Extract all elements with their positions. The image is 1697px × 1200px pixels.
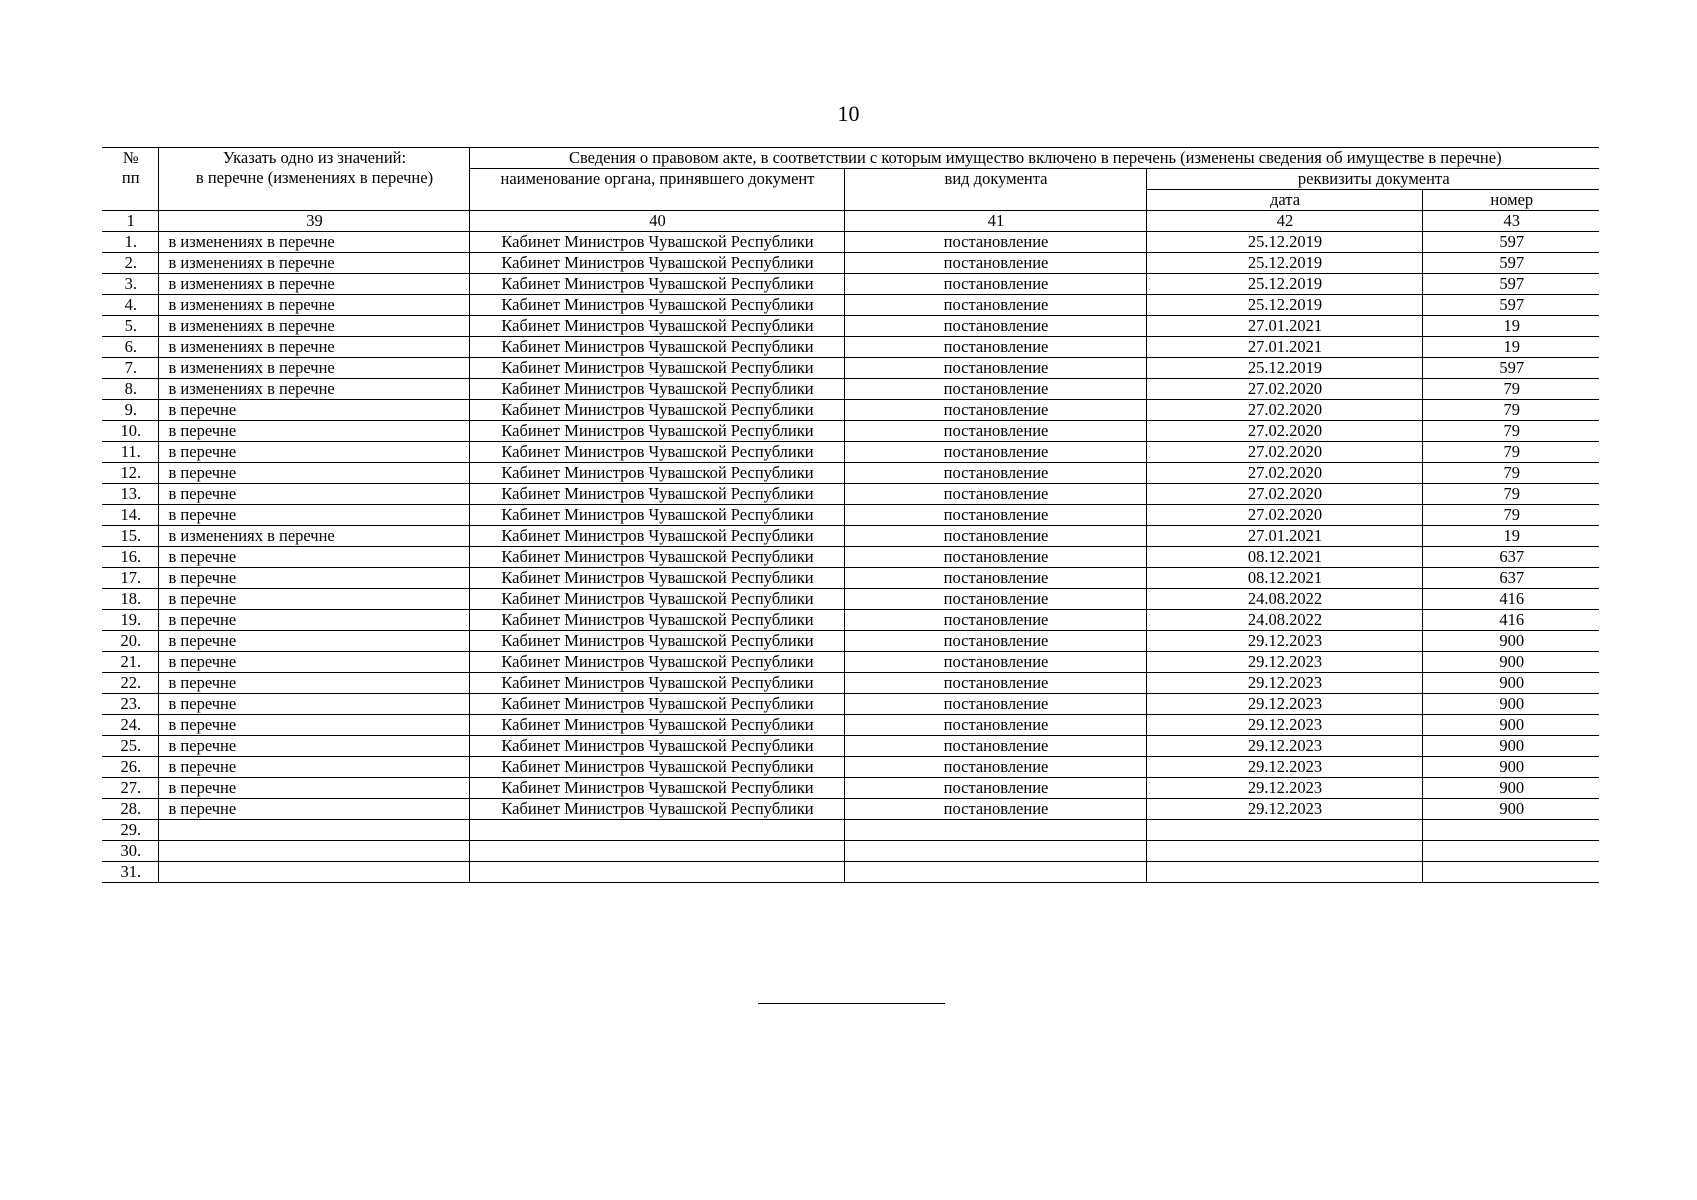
cell-value: в перечне — [158, 505, 469, 526]
cell-value: в перечне — [158, 652, 469, 673]
cell-number: 19 — [1422, 526, 1599, 547]
cell-value — [158, 820, 469, 841]
cell-date: 25.12.2019 — [1146, 232, 1422, 253]
table-row — [102, 316, 1599, 337]
header-number: номер — [1422, 190, 1599, 211]
column-index-cell: 43 — [1422, 211, 1599, 232]
cell-value: в перечне — [158, 589, 469, 610]
cell-number: 900 — [1422, 694, 1599, 715]
cell-date: 27.02.2020 — [1146, 463, 1422, 484]
row-number: 14. — [102, 505, 158, 526]
cell-date: 27.02.2020 — [1146, 442, 1422, 463]
table-row — [102, 421, 1599, 442]
cell-authority: Кабинет Министров Чувашской Республики — [469, 379, 844, 400]
cell-date — [1146, 820, 1422, 841]
table-row — [102, 568, 1599, 589]
cell-doc-type: постановление — [844, 421, 1146, 442]
cell-date: 27.01.2021 — [1146, 526, 1422, 547]
cell-number: 416 — [1422, 610, 1599, 631]
column-index-cell: 40 — [469, 211, 844, 232]
cell-date: 24.08.2022 — [1146, 610, 1422, 631]
cell-value: в перечне — [158, 799, 469, 820]
cell-number: 416 — [1422, 589, 1599, 610]
cell-doc-type: постановление — [844, 358, 1146, 379]
footer-divider — [758, 1003, 945, 1004]
cell-value: в перечне — [158, 400, 469, 421]
header-num-line1: № — [122, 148, 139, 167]
cell-authority: Кабинет Министров Чувашской Республики — [469, 568, 844, 589]
table-row — [102, 337, 1599, 358]
cell-number: 900 — [1422, 673, 1599, 694]
row-number: 8. — [102, 379, 158, 400]
cell-date: 27.01.2021 — [1146, 316, 1422, 337]
row-number: 13. — [102, 484, 158, 505]
row-number: 2. — [102, 253, 158, 274]
table-row — [102, 820, 1599, 841]
cell-authority: Кабинет Министров Чувашской Республики — [469, 232, 844, 253]
cell-number — [1422, 820, 1599, 841]
cell-number: 900 — [1422, 799, 1599, 820]
cell-date: 08.12.2021 — [1146, 547, 1422, 568]
cell-date: 25.12.2019 — [1146, 253, 1422, 274]
cell-number — [1422, 862, 1599, 883]
table-row — [102, 505, 1599, 526]
cell-number: 900 — [1422, 757, 1599, 778]
cell-date: 08.12.2021 — [1146, 568, 1422, 589]
cell-doc-type: постановление — [844, 316, 1146, 337]
table-row — [102, 799, 1599, 820]
cell-date: 27.01.2021 — [1146, 337, 1422, 358]
cell-date: 29.12.2023 — [1146, 778, 1422, 799]
cell-authority: Кабинет Министров Чувашской Республики — [469, 253, 844, 274]
table-row — [102, 463, 1599, 484]
table-row — [102, 379, 1599, 400]
table-row — [102, 757, 1599, 778]
column-index-cell: 1 — [102, 211, 158, 232]
cell-doc-type: постановление — [844, 253, 1146, 274]
cell-doc-type: постановление — [844, 799, 1146, 820]
header-indicate — [158, 148, 469, 211]
table-row — [102, 484, 1599, 505]
cell-value: в перечне — [158, 421, 469, 442]
cell-doc-type: постановление — [844, 337, 1146, 358]
cell-authority: Кабинет Министров Чувашской Республики — [469, 463, 844, 484]
table-row — [102, 652, 1599, 673]
cell-authority: Кабинет Министров Чувашской Республики — [469, 400, 844, 421]
cell-date: 29.12.2023 — [1146, 736, 1422, 757]
cell-date: 27.02.2020 — [1146, 505, 1422, 526]
table-row — [102, 736, 1599, 757]
cell-authority: Кабинет Министров Чувашской Республики — [469, 631, 844, 652]
header-authority: наименование органа, принявшего документ — [469, 169, 844, 211]
table-row — [102, 253, 1599, 274]
cell-value: в изменениях в перечне — [158, 274, 469, 295]
header-requisites: реквизиты документа — [1146, 169, 1599, 190]
cell-value: в перечне — [158, 694, 469, 715]
cell-doc-type: постановление — [844, 652, 1146, 673]
cell-doc-type: постановление — [844, 589, 1146, 610]
cell-authority — [469, 820, 844, 841]
cell-doc-type: постановление — [844, 610, 1146, 631]
row-number: 18. — [102, 589, 158, 610]
row-number: 12. — [102, 463, 158, 484]
cell-authority: Кабинет Министров Чувашской Республики — [469, 673, 844, 694]
column-index-cell: 42 — [1146, 211, 1422, 232]
cell-number: 19 — [1422, 337, 1599, 358]
cell-value: в изменениях в перечне — [158, 379, 469, 400]
row-number: 10. — [102, 421, 158, 442]
cell-date: 29.12.2023 — [1146, 673, 1422, 694]
cell-doc-type: постановление — [844, 505, 1146, 526]
row-number: 19. — [102, 610, 158, 631]
cell-authority: Кабинет Министров Чувашской Республики — [469, 337, 844, 358]
row-number: 23. — [102, 694, 158, 715]
cell-value: в перечне — [158, 715, 469, 736]
row-number: 24. — [102, 715, 158, 736]
header-num — [102, 148, 158, 211]
cell-doc-type: постановление — [844, 736, 1146, 757]
cell-doc-type: постановление — [844, 379, 1146, 400]
table-row — [102, 631, 1599, 652]
cell-number: 637 — [1422, 547, 1599, 568]
cell-value: в изменениях в перечне — [158, 253, 469, 274]
cell-value: в перечне — [158, 610, 469, 631]
cell-number: 900 — [1422, 715, 1599, 736]
row-number: 3. — [102, 274, 158, 295]
cell-value: в перечне — [158, 568, 469, 589]
cell-doc-type — [844, 820, 1146, 841]
cell-value: в изменениях в перечне — [158, 316, 469, 337]
cell-authority: Кабинет Министров Чувашской Республики — [469, 358, 844, 379]
row-number: 9. — [102, 400, 158, 421]
table-row — [102, 232, 1599, 253]
cell-date: 29.12.2023 — [1146, 799, 1422, 820]
cell-doc-type: постановление — [844, 400, 1146, 421]
table-row — [102, 526, 1599, 547]
row-number: 7. — [102, 358, 158, 379]
cell-authority: Кабинет Министров Чувашской Республики — [469, 778, 844, 799]
cell-doc-type — [844, 862, 1146, 883]
row-number: 6. — [102, 337, 158, 358]
cell-doc-type: постановление — [844, 274, 1146, 295]
cell-authority: Кабинет Министров Чувашской Республики — [469, 547, 844, 568]
row-number: 26. — [102, 757, 158, 778]
cell-value: в изменениях в перечне — [158, 358, 469, 379]
header-num-line2: пп — [121, 168, 140, 187]
cell-doc-type: постановление — [844, 526, 1146, 547]
table-row — [102, 547, 1599, 568]
cell-date: 27.02.2020 — [1146, 379, 1422, 400]
cell-number: 900 — [1422, 736, 1599, 757]
cell-doc-type: постановление — [844, 232, 1146, 253]
row-number: 22. — [102, 673, 158, 694]
cell-number: 597 — [1422, 295, 1599, 316]
cell-value: в перечне — [158, 442, 469, 463]
table-row — [102, 358, 1599, 379]
row-number: 17. — [102, 568, 158, 589]
cell-value — [158, 841, 469, 862]
row-number: 4. — [102, 295, 158, 316]
page-number: 10 — [837, 101, 860, 126]
row-number: 27. — [102, 778, 158, 799]
table-row — [102, 862, 1599, 883]
table-row — [102, 589, 1599, 610]
table-row — [102, 610, 1599, 631]
cell-date: 25.12.2019 — [1146, 274, 1422, 295]
table-row — [102, 400, 1599, 421]
cell-authority: Кабинет Министров Чувашской Республики — [469, 715, 844, 736]
row-number: 5. — [102, 316, 158, 337]
cell-number: 597 — [1422, 274, 1599, 295]
registry-table-body — [102, 148, 1599, 883]
cell-value — [158, 862, 469, 883]
header-date: дата — [1146, 190, 1422, 211]
cell-authority: Кабинет Министров Чувашской Республики — [469, 421, 844, 442]
header-row-1 — [102, 148, 1599, 169]
row-number: 31. — [102, 862, 158, 883]
cell-number: 79 — [1422, 505, 1599, 526]
cell-number: 597 — [1422, 232, 1599, 253]
cell-authority: Кабинет Министров Чувашской Республики — [469, 736, 844, 757]
cell-number — [1422, 841, 1599, 862]
row-number: 30. — [102, 841, 158, 862]
table-row — [102, 673, 1599, 694]
cell-number: 900 — [1422, 652, 1599, 673]
row-number: 1. — [102, 232, 158, 253]
cell-number: 900 — [1422, 778, 1599, 799]
cell-value: в перечне — [158, 736, 469, 757]
cell-authority: Кабинет Министров Чувашской Республики — [469, 442, 844, 463]
cell-authority: Кабинет Министров Чувашской Республики — [469, 505, 844, 526]
cell-authority: Кабинет Министров Чувашской Республики — [469, 316, 844, 337]
cell-authority — [469, 841, 844, 862]
header-indicate-line2: в перечне (изменениях в перечне) — [195, 168, 434, 187]
cell-date: 25.12.2019 — [1146, 295, 1422, 316]
cell-value: в перечне — [158, 778, 469, 799]
cell-number: 597 — [1422, 253, 1599, 274]
cell-doc-type: постановление — [844, 547, 1146, 568]
row-number: 28. — [102, 799, 158, 820]
cell-doc-type: постановление — [844, 694, 1146, 715]
cell-number: 900 — [1422, 631, 1599, 652]
table-row — [102, 694, 1599, 715]
table-row — [102, 715, 1599, 736]
table-row — [102, 274, 1599, 295]
cell-authority: Кабинет Министров Чувашской Республики — [469, 610, 844, 631]
cell-value: в перечне — [158, 484, 469, 505]
cell-number: 79 — [1422, 484, 1599, 505]
cell-authority: Кабинет Министров Чувашской Республики — [469, 589, 844, 610]
cell-number: 79 — [1422, 379, 1599, 400]
cell-date: 27.02.2020 — [1146, 400, 1422, 421]
cell-value: в перечне — [158, 463, 469, 484]
cell-date: 29.12.2023 — [1146, 715, 1422, 736]
cell-date: 29.12.2023 — [1146, 631, 1422, 652]
cell-value: в изменениях в перечне — [158, 337, 469, 358]
row-number: 21. — [102, 652, 158, 673]
cell-date: 25.12.2019 — [1146, 358, 1422, 379]
column-index-cell: 41 — [844, 211, 1146, 232]
cell-doc-type: постановление — [844, 568, 1146, 589]
column-index-cell: 39 — [158, 211, 469, 232]
cell-doc-type: постановление — [844, 757, 1146, 778]
cell-authority: Кабинет Министров Чувашской Республики — [469, 295, 844, 316]
table-row — [102, 295, 1599, 316]
row-number: 15. — [102, 526, 158, 547]
cell-number: 19 — [1422, 316, 1599, 337]
cell-authority: Кабинет Министров Чувашской Республики — [469, 526, 844, 547]
table-row — [102, 778, 1599, 799]
cell-number: 79 — [1422, 442, 1599, 463]
cell-value: в изменениях в перечне — [158, 295, 469, 316]
column-index-row — [102, 211, 1599, 232]
cell-doc-type: постановление — [844, 484, 1146, 505]
cell-value: в перечне — [158, 631, 469, 652]
cell-authority: Кабинет Министров Чувашской Республики — [469, 274, 844, 295]
cell-doc-type: постановление — [844, 295, 1146, 316]
cell-doc-type: постановление — [844, 442, 1146, 463]
cell-value: в перечне — [158, 547, 469, 568]
cell-doc-type: постановление — [844, 463, 1146, 484]
row-number: 20. — [102, 631, 158, 652]
row-number: 11. — [102, 442, 158, 463]
cell-authority: Кабинет Министров Чувашской Республики — [469, 799, 844, 820]
cell-date: 29.12.2023 — [1146, 652, 1422, 673]
cell-date: 27.02.2020 — [1146, 421, 1422, 442]
cell-date: 29.12.2023 — [1146, 757, 1422, 778]
header-doc-type: вид документа — [844, 169, 1146, 211]
registry-table — [102, 147, 1599, 883]
row-number: 29. — [102, 820, 158, 841]
cell-date — [1146, 862, 1422, 883]
header-legal-act: Сведения о правовом акте, в соответствии с которым имущество включено в перечень (изменены сведения об имуществе в перечне) — [469, 148, 1599, 169]
cell-doc-type: постановление — [844, 778, 1146, 799]
cell-value: в перечне — [158, 757, 469, 778]
cell-authority: Кабинет Министров Чувашской Республики — [469, 484, 844, 505]
cell-authority — [469, 862, 844, 883]
header-indicate-line1: Указать одно из значений: — [222, 148, 407, 167]
cell-value: в изменениях в перечне — [158, 232, 469, 253]
cell-doc-type: постановление — [844, 715, 1146, 736]
cell-date — [1146, 841, 1422, 862]
table-row — [102, 442, 1599, 463]
cell-date: 27.02.2020 — [1146, 484, 1422, 505]
cell-doc-type: постановление — [844, 631, 1146, 652]
cell-doc-type: постановление — [844, 673, 1146, 694]
row-number: 25. — [102, 736, 158, 757]
cell-date: 24.08.2022 — [1146, 589, 1422, 610]
cell-value: в изменениях в перечне — [158, 526, 469, 547]
cell-authority: Кабинет Министров Чувашской Республики — [469, 694, 844, 715]
cell-authority: Кабинет Министров Чувашской Республики — [469, 757, 844, 778]
cell-number: 79 — [1422, 421, 1599, 442]
cell-number: 597 — [1422, 358, 1599, 379]
cell-number: 79 — [1422, 463, 1599, 484]
table-row — [102, 841, 1599, 862]
cell-number: 79 — [1422, 400, 1599, 421]
cell-doc-type — [844, 841, 1146, 862]
cell-value: в перечне — [158, 673, 469, 694]
cell-number: 637 — [1422, 568, 1599, 589]
cell-date: 29.12.2023 — [1146, 694, 1422, 715]
row-number: 16. — [102, 547, 158, 568]
cell-authority: Кабинет Министров Чувашской Республики — [469, 652, 844, 673]
